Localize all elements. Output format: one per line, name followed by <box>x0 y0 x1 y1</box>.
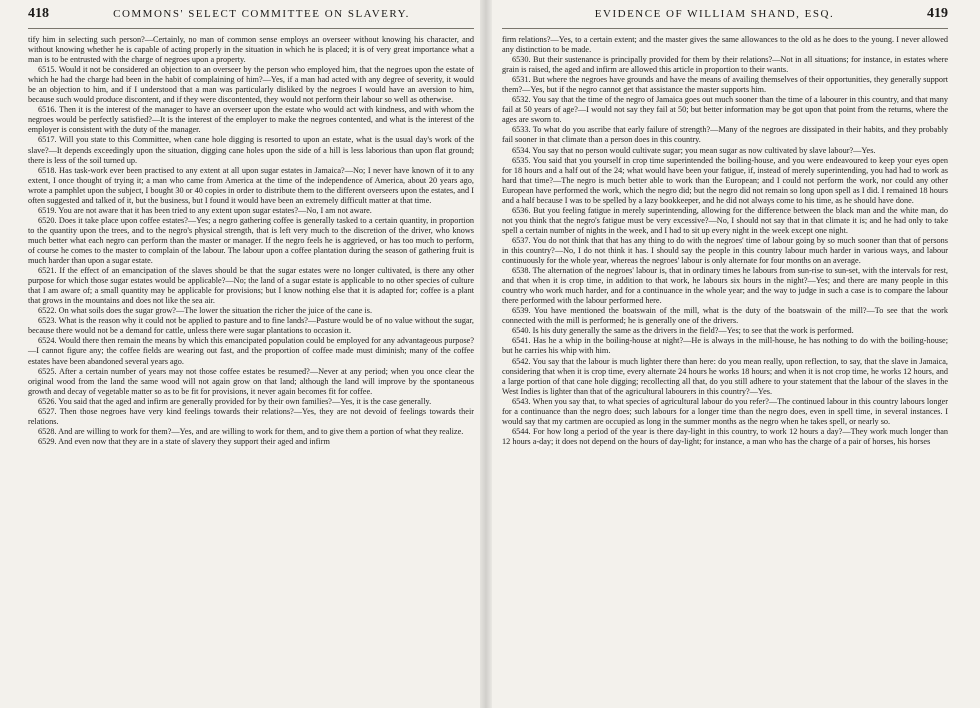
testimony-paragraph <box>502 427 948 447</box>
testimony-paragraph <box>28 367 474 397</box>
paragraph-text: On what soils does the sugar grow?—The lower the situation the richer the juice of the cane is. <box>58 306 373 316</box>
question-number: 6535. <box>512 155 531 165</box>
paragraph-text: Then it is the interest of the manager to have an overseer upon the estate who would act with kindness, and with whom the negroes would be perfectly satisfied?—It is the interest of the employer to make the negroes contented, and what is the interest of the employer is consistent with the duty of the manager. <box>28 105 474 135</box>
question-number: 6530. <box>512 55 531 65</box>
left-page <box>28 6 474 447</box>
question-number: 6533. <box>512 125 531 135</box>
paragraph-text: You do not think that that has any thing to do with the negroes' time of labour going by so much sooner than that of persons in this country?—No, I do not think it has. I should say the people in this country labour much harder in various ways, and labour continuously for the whole year, whereas the negroes' labour is only alternate for four months on an average. <box>502 235 948 266</box>
paragraph-text: You say that the time of the negro of Jamaica goes out much sooner than the time of a labourer in this country, and that many fail at 50 years of age?—I would not say they fail at 50; but better information may be got upon that point from the returns, where the ages are sworn to. <box>502 95 949 125</box>
question-number: 6529. <box>38 436 57 446</box>
right-page <box>502 6 948 447</box>
paragraph-text: You say that the labour is much lighter there than here: do you mean really, upon reflection, to say, that the slave in Jamaica, considering that when it is crop time, every alternate 24 hours he works 18 hours; and when it is not crop time, he works 12 hours, and a large portion of that cane hole digging; recollecting all that, do you still adhere to your statement that the labour of the slaves in the West Indies is lighter than that of the agricultural labourers in this country?—Yes. <box>502 356 948 396</box>
paragraph-text: tify him in selecting such person?—Certainly, no man of common sense employs an overseer without knowing his character, and without knowing whether he is capable of acting properly in the situation in which he is placed; it is of very great importance what a man is to be entrusted with the charge of negroes upon a property. <box>28 35 474 65</box>
question-number: 6531. <box>512 75 531 85</box>
question-number: 6524. <box>38 336 57 346</box>
question-number: 6544. <box>512 426 531 436</box>
testimony-paragraph <box>502 206 948 236</box>
question-number: 6537. <box>512 235 531 245</box>
left-running-title: COMMONS' SELECT COMMITTEE ON SLAVERY. <box>113 8 410 20</box>
question-number: 6516. <box>38 105 57 115</box>
question-number: 6539. <box>512 306 531 316</box>
testimony-paragraph <box>502 397 948 427</box>
testimony-paragraph <box>28 166 474 206</box>
testimony-paragraph <box>502 336 948 356</box>
paragraph-text: To what do you ascribe that early failure of strength?—Many of the negroes are dissipated in their habits, and they probably fail sooner in that climate than a person does in this country. <box>502 125 948 145</box>
right-page-number: 419 <box>927 6 948 21</box>
question-number: 6520. <box>38 215 57 225</box>
testimony-paragraph <box>28 427 474 437</box>
paragraph-text: You have mentioned the boatswain of the mill, what is the duty of the boatswain of the mill?—To see that the work connected with the mill is performed; he is generally one of the drivers. <box>502 306 948 326</box>
testimony-paragraph <box>28 266 474 306</box>
question-number: 6532. <box>512 95 531 105</box>
testimony-paragraph <box>28 316 474 336</box>
testimony-paragraph <box>28 397 474 407</box>
question-number: 6528. <box>38 426 57 436</box>
paragraph-text: What is the reason why it could not be applied to pasture and to fine lands?—Pasture would be of no value without the sugar, because there would not be a demand for cattle, unless there were sugar plantations to occasion it. <box>28 316 474 336</box>
testimony-paragraph <box>28 105 474 135</box>
testimony-paragraph <box>28 437 474 447</box>
question-number: 6541. <box>512 336 531 346</box>
testimony-paragraph <box>502 156 948 206</box>
book-gutter <box>480 0 492 708</box>
paragraph-text: Does it take place upon coffee estates?—Yes; a negro gathering coffee is generally tasked to a certain quantity, in proportion to the quantity upon the trees, and to the negro's physical strength, that is left very much to the discretion of the driver, who knows much better what each negro can perform than the master or manager. If the negro feels he is aggrieved, or has too much to perform, of course he comes to the master to complain of the labour. The labour upon a coffee plantation during the season of gathering fruit is much harder than upon a sugar estate. <box>28 215 474 266</box>
paragraph-text: You said that the aged and infirm are generally provided for by their own families?—Yes, it is the case generally. <box>58 396 432 406</box>
paragraph-text: You say that no person would cultivate sugar; you mean sugar as now cultivated by slave labour?—Yes. <box>532 145 876 155</box>
question-number: 6543. <box>512 396 531 406</box>
question-number: 6525. <box>38 366 57 376</box>
paragraph-text: You are not aware that it has been tried to any extent upon sugar estates?—No, I am not aware. <box>58 205 372 215</box>
testimony-paragraph <box>502 146 948 156</box>
testimony-paragraph <box>502 95 948 125</box>
paragraph-text: Then those negroes have very kind feelings towards their relations?—Yes, they are not devoid of feelings towards their relations. <box>28 406 474 426</box>
testimony-paragraph <box>28 135 474 165</box>
testimony-paragraph <box>502 357 948 397</box>
paragraph-text: When you say that, to what species of agricultural labour do you refer?—The continued labour in this country labours longer for a continuance than the negro does; such labours for a longer time than the negro does, even in spell time, in several instances. I would say that my cartmen are occupied as long in the summer months as the negro when he takes spell, or nearly so. <box>502 396 948 426</box>
testimony-paragraph <box>502 75 948 95</box>
testimony-paragraph <box>28 306 474 316</box>
question-number: 6515. <box>38 65 57 75</box>
testimony-paragraph <box>502 35 948 55</box>
paragraph-text: But their sustenance is principally provided for them by their relations?—Not in all situations; for instance, in estates where grain is raised, the aged and infirm are allowed this article in proportion to their wants. <box>502 55 949 75</box>
question-number: 6542. <box>512 356 531 366</box>
paragraph-text: And even now that they are in a state of slavery they support their aged and infirm <box>58 436 330 446</box>
right-running-title: EVIDENCE OF WILLIAM SHAND, ESQ. <box>594 8 835 20</box>
question-number: 6534. <box>512 145 531 155</box>
question-number: 6517. <box>38 135 57 145</box>
testimony-paragraph <box>502 266 948 306</box>
paragraph-text: firm relations?—Yes, to a certain extent; and the master gives the same allowances to the old as he does to the young. I never allowed any distinction to be made. <box>502 35 948 55</box>
paragraph-text: Has task-work ever been practised to any extent at all upon sugar estates in Jamaica?—No; I never have known of it to any extent, I once thought of trying it; a man who came from America at the time of the independence of America, about 20 years ago, wrote a pamphlet upon the subject, I bought 30 or 40 copies in order to distribute them to the different overseers upon the estates, and I often suggested and talked of it, but the business, but I found it would have been an extremely difficult matter at that time. <box>28 165 475 205</box>
testimony-paragraph <box>28 336 474 366</box>
testimony-paragraph <box>502 125 948 145</box>
testimony-paragraph <box>28 206 474 216</box>
paragraph-text: But where the negroes have grounds and have the means of availing themselves of their opportunities, they generally support them?—Yes, but if the negro cannot get that assistance the master supports him. <box>502 75 948 95</box>
paragraph-text: If the effect of an emancipation of the slaves should be that the sugar estates were no longer cultivated, is there any other purpose for which those sugar estates would be applicable?—No; the land of a sugar estate is applicable to no other species of culture that I am aware of; a small quantity may be applicable for provisions; but I know nothing else that it is adapted for; coffee is a plant that grows in the mountains and does not like the sea air. <box>28 266 475 306</box>
paragraph-text: The alternation of the negroes' labour is, that in ordinary times he labours from sun-rise to sun-set, with the intervals for rest, and that when it is crop time, in addition to that work, he labours six hours in the night?—Yes; and there are many people in this country who work much harder, and for a continuance in the whole year; and the way to judge in such a case is to compare the labour there performed with the labour performed here. <box>502 266 948 306</box>
paragraph-text: After a certain number of years may not those coffee estates be resumed?—Never at any period; when you once clear the original wood from the land the same wood will not again grow on that land; although the land will improve by the spontaneous growth and decay of vegetable matter so as to be fit for provisions, it never again becomes fit for coffee. <box>28 366 474 396</box>
paragraph-text: Is his duty generally the same as the drivers in the field?—Yes; to see that the work is performed. <box>532 326 854 336</box>
left-text-column <box>28 35 474 447</box>
paragraph-text: But you feeling fatigue in merely superintending, allowing for the difference between the black man and the white man, do not you think that the negro's fatigue must be very excessive?—No, I should not say that in that climate it is; and he had only to take spell a certain number of nights in the week, and I had to sit up every night in the week except one night. <box>502 205 949 235</box>
right-text-column <box>502 35 948 447</box>
testimony-paragraph <box>28 407 474 427</box>
paragraph-text: And are willing to work for them?—Yes, and are willing to work for them, and to give them a portion of what they realize. <box>58 426 464 436</box>
testimony-paragraph <box>502 306 948 326</box>
paragraph-text: Has he a whip in the boiling-house at night?—He is always in the mill-house, he has nothing to do with the boiling-house; but he carries his whip with him. <box>502 336 948 356</box>
paragraph-text: Would it not be considered an objection to an overseer by the person who employed him, that the negroes upon the estate of which he had the charge had been in the habit of complaining of him?—Yes, if a man had acted with any degree of severity, it would be an objection to him, and if I understood that a man was particularly disliked by the negroes I would have an aversion to him, because such would produce discontent, and if they were discontented, they would not perform their labour so well as otherwise. <box>28 65 474 105</box>
question-number: 6523. <box>38 316 57 326</box>
question-number: 6522. <box>38 306 57 316</box>
question-number: 6538. <box>512 266 531 276</box>
testimony-paragraph <box>502 236 948 266</box>
testimony-paragraph <box>502 55 948 75</box>
question-number: 6518. <box>38 165 57 175</box>
paragraph-text: For how long a period of the year is there day-light in this country, to work 12 hours a day?—They work much longer than 12 hours a-day; it does not depend on the hours of day-light; for instance, a man who has the charge of a pair of horses, his horses <box>502 426 948 446</box>
testimony-paragraph <box>28 35 474 65</box>
question-number: 6519. <box>38 205 57 215</box>
paragraph-text: Would there then remain the means by which this emancipated population could be employed for any advantageous purpose?—I cannot figure any; the coffee fields are wearing out fast, and the proportion of coffee made must diminish; many of the coffee estates have been abandoned several years ago. <box>28 336 474 366</box>
right-running-head <box>502 6 948 29</box>
question-number: 6527. <box>38 406 57 416</box>
testimony-paragraph <box>28 216 474 266</box>
testimony-paragraph <box>28 65 474 105</box>
paragraph-text: Will you state to this Committee, when cane hole digging is resorted to upon an estate, what is the usual day's work of the slave?—It depends exceedingly upon the situation, digging cane holes upon the side of a hill is less laborious than upon flat ground; there is less of the soil turned up. <box>28 135 474 165</box>
question-number: 6521. <box>38 266 57 276</box>
left-running-head <box>28 6 474 29</box>
testimony-paragraph <box>502 326 948 336</box>
question-number: 6526. <box>38 396 57 406</box>
question-number: 6540. <box>512 326 531 336</box>
paragraph-text: You said that you yourself in crop time superintended the boiling-house, and you were endeavoured to keep your eyes open for 18 hours and a half out of the 24; what would have been your fatigue, if, instead of merely superintending, you had had to work as hard that time?—The negro is much better able to work than the European; and I could not perform the work, nor could any other European have performed the work, which the negro did; but the negro did not remain so long upon spell as I did. I remained 18 hours and a half because I was to be spelled by a lazy bookkeeper, and he did not always come to his time, as he should have done. <box>502 155 948 205</box>
left-page-number: 418 <box>28 6 49 21</box>
question-number: 6536. <box>512 205 531 215</box>
